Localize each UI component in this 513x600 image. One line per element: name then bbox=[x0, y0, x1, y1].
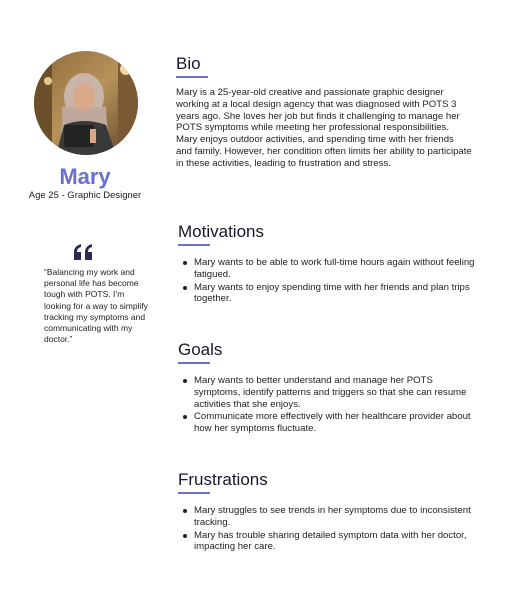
persona-subtitle: Age 25 - Graphic Designer bbox=[28, 190, 142, 201]
motivations-heading: Motivations bbox=[178, 222, 264, 241]
list-item: Communicate more effectively with her healthcare provider about how her symptoms fluctuate. bbox=[178, 411, 478, 435]
bio-heading: Bio bbox=[176, 54, 201, 73]
list-item: Mary has trouble sharing detailed symptom data with her doctor, impacting her care. bbox=[178, 530, 478, 554]
bio-text: Mary is a 25-year-old creative and passionate graphic designer working at a local design agency that was diagnosed with POTS 3 years ago. She loves her job but finds it challenging to manage her POTS symptoms while meeting her professional responsibilities. Mary enjoys outdoor activities, and spending time with her friends and family. However, her condition often limits her ability to participate in these activities, leading to frustration and stress. bbox=[176, 87, 472, 169]
persona-quote: “Balancing my work and personal life has become tough with POTS. I’m looking for a way to simplify tracking my symptoms and communicating with my doctor.” bbox=[44, 267, 148, 345]
heading-underline bbox=[178, 244, 210, 246]
list-item: Mary wants to better understand and manage her POTS symptoms, identify patterns and triggers so that she can resume activities that she enjoys. bbox=[178, 375, 478, 410]
goals-list bbox=[178, 375, 478, 435]
profile-photo bbox=[34, 51, 138, 155]
quote-icon bbox=[72, 244, 94, 260]
goals-section bbox=[178, 340, 478, 436]
motivations-list bbox=[178, 257, 478, 305]
frustrations-list bbox=[178, 505, 478, 553]
avatar bbox=[34, 51, 138, 155]
list-item: Mary struggles to see trends in her symptoms due to inconsistent tracking. bbox=[178, 505, 478, 529]
list-item: Mary wants to enjoy spending time with her friends and plan trips together. bbox=[178, 282, 478, 306]
list-item: Mary wants to be able to work full-time hours again without feeling fatigued. bbox=[178, 257, 478, 281]
frustrations-section bbox=[178, 470, 478, 554]
heading-underline bbox=[178, 362, 210, 364]
heading-underline bbox=[178, 492, 210, 494]
heading-underline bbox=[176, 76, 208, 78]
frustrations-heading: Frustrations bbox=[178, 470, 268, 489]
bio-section bbox=[176, 54, 472, 170]
goals-heading: Goals bbox=[178, 340, 223, 359]
motivations-section bbox=[178, 222, 478, 306]
persona-name: Mary bbox=[59, 164, 111, 189]
